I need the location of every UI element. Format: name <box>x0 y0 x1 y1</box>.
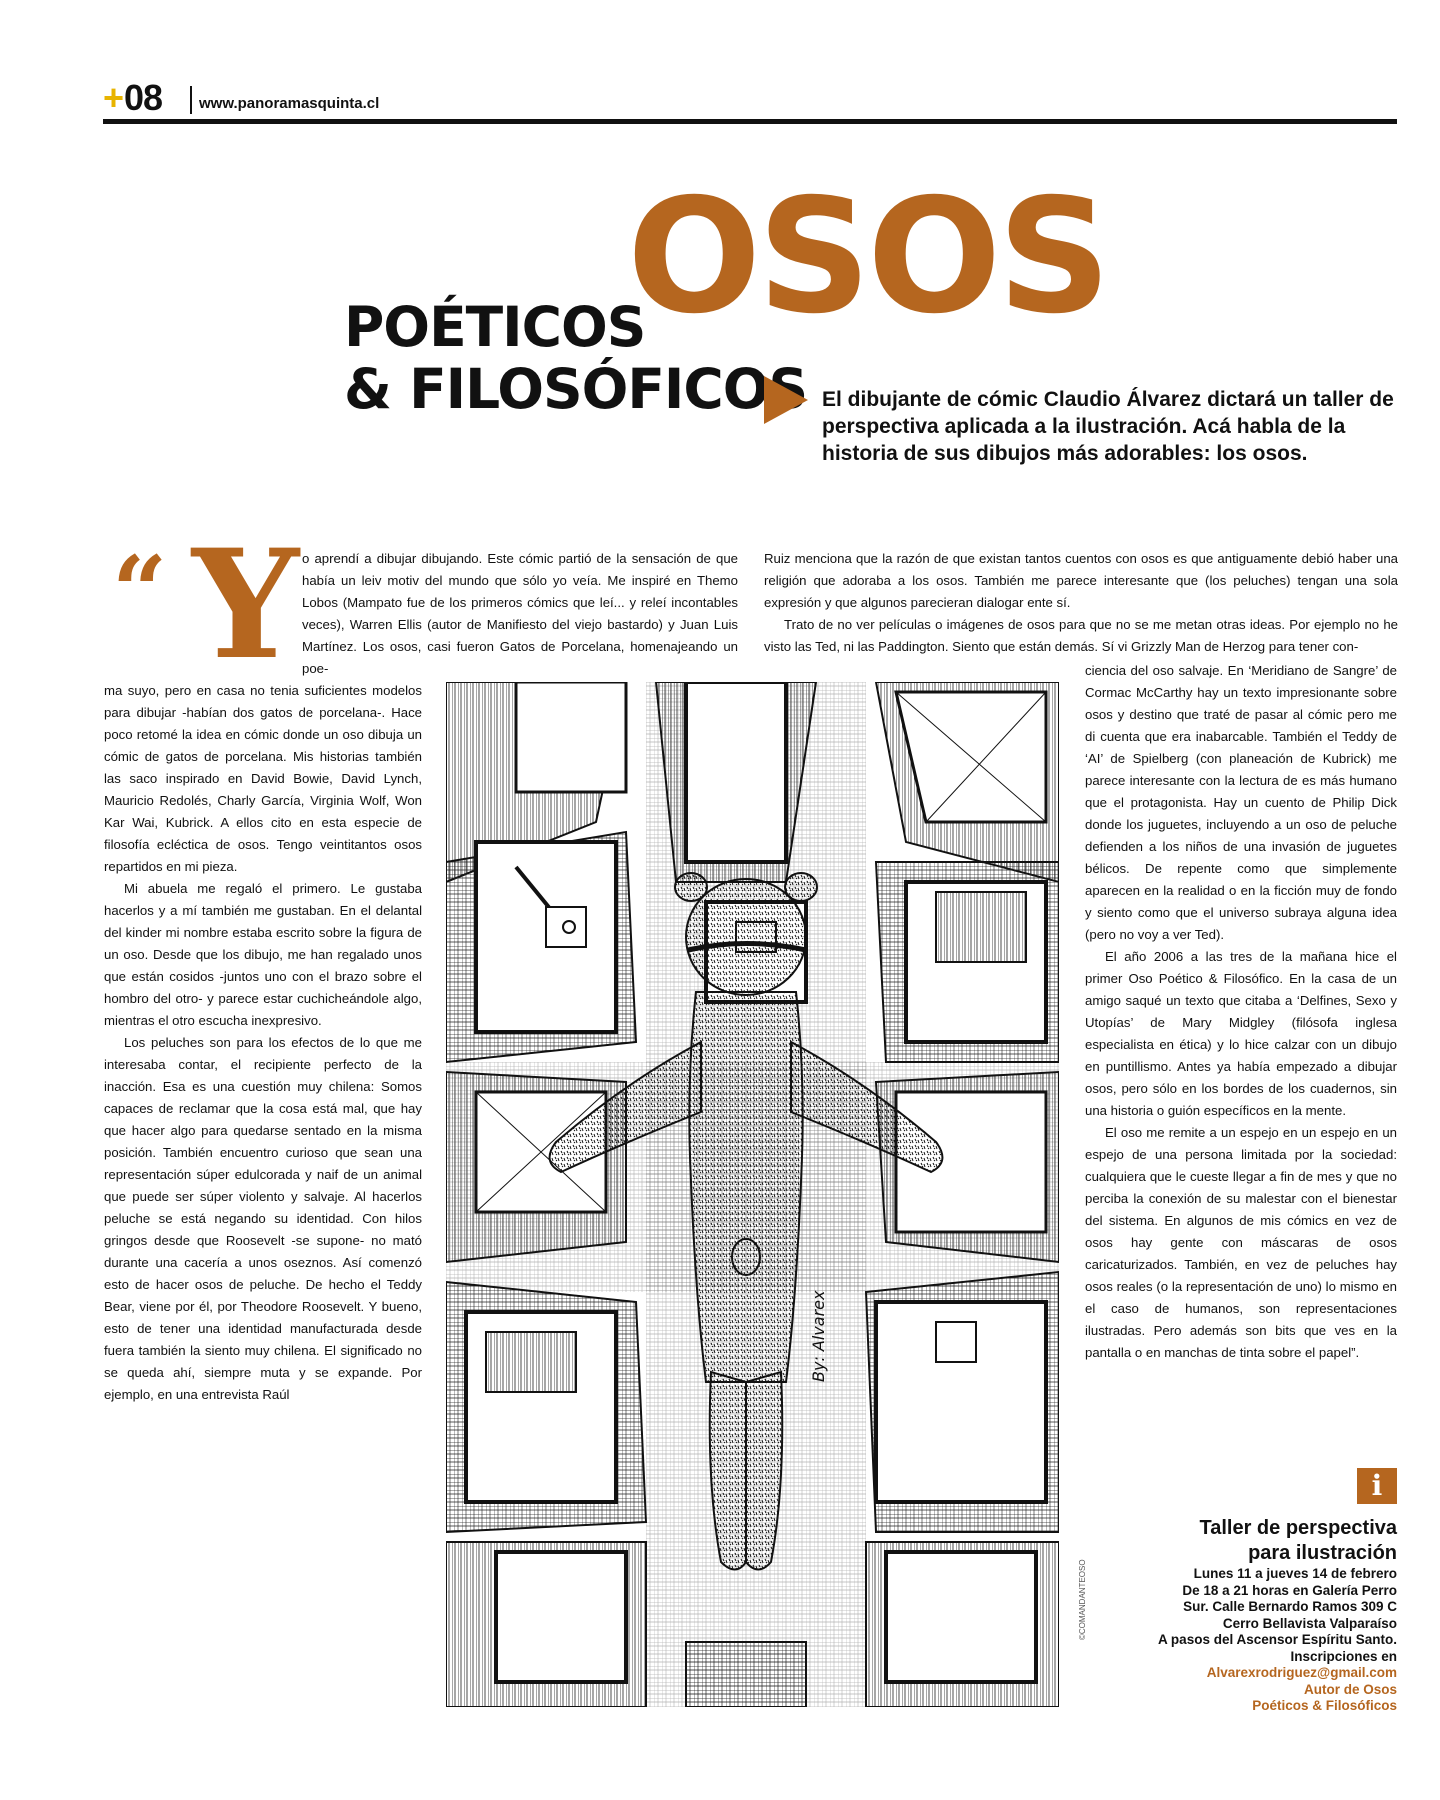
plus-sign: + <box>103 77 125 118</box>
info-line: Inscripciones en <box>1290 1648 1397 1664</box>
bear-city-illustration <box>446 682 1059 1707</box>
title-osos: OSOS <box>627 165 1108 349</box>
col3-paragraph-2: El año 2006 a las tres de la mañana hice el primer Oso Poético & Filosófico. En la casa de un amigo saqué un texto que citaba a ‘Delfines, Sexo y Utopías’ de Mary Midgley (filósofa inglesa especialista en ética) y lo hice calzar con un dibujo en puntillismo. Antes ya había empezado a dibujar osos, pero sólo en los bordes de los cuadernos, sin una historia o guión específicos en la mente. <box>1085 949 1397 1118</box>
info-line: Cerro Bellavista Valparaíso <box>1222 1615 1397 1631</box>
website-url: www.panoramasquinta.cl <box>199 95 380 112</box>
col1-intro-text: o aprendí a dibujar dibujando. Este cómic partió de la sensación de que había un leiv motiv del mundo que sólo yo veía. Me inspiré en Themo Lobos (Mampato fue de los primeros cómics que leí... y releí incontables veces), Warren Ellis (autor de Manifiesto del viejo bastardo) y Juan Luis Martínez. Los osos, casi fueron Gatos de Porcelana, homenajeando un poe- <box>302 551 738 676</box>
page-number: 08 <box>124 77 163 118</box>
info-email-link[interactable]: Alvarexrodriguez@gmail.com <box>1206 1665 1397 1680</box>
col1-paragraph-1: ma suyo, pero en casa no tenia suficientes modelos para dibujar -habían dos gatos de porcelana-. Hace poco retomé la idea en cómic donde un oso dibuja un cómic de gatos de porcelana. Mis historias también las saco inspirado en David Bowie, David Lynch, Mauricio Redolés, Charly García, Virginia Wolf, Won Kar Wai, Kubrick. A ellos cito en esta especie de filosofía ecléctica de osos. Tengo veintitantos osos repartidos en mi pieza. <box>104 683 422 874</box>
col1-paragraph-3: Los peluches son para los efectos de lo que me interesaba contar, el recipiente perfecto de la inacción. Esa es una cuestión muy chilena: Somos capaces de reclamar que la cosa está mal, que hay que hacer algo para quedarse sentado en la misma posición. También encuentro curioso que sean una representación súper edulcorada y naif de un animal que puede ser súper violento y salvaje. Al hacerlos peluche se está negando su identidad. Con hilos gringos desde que Roosevelt -se supone- no mató durante una cacería a unos oseznos. Así comenzó esto de hacer osos de peluche. De hecho el Teddy Bear, viene por él, por Theodore Roosevelt. Y bueno, esto de tener una identidad manufacturada desde fuera también la siento muy chilena. El significado no se queda ahí, siempre muta y se expande. Por ejemplo, en una entrevista Raúl <box>104 1035 422 1402</box>
col3-paragraph-1: ciencia del oso salvaje. En ‘Meridiano de Sangre’ de Cormac McCarthy hay un texto impresionante sobre osos y destino que traté de pasar al cómic pero me di cuenta que era inabarcable. También el Teddy de ‘AI’ de Spielberg (con planeación de Kubrick) me parece interesante con la lectura de es más humano que el protagonista. Hay un cuento de Philip Dick donde los juguetes, incluyendo a un oso de peluche defienden a los niños de una invasión de juguetes bélicos. De repente como que simplemente aparecen en la realidad o en la ficción muy de fondo y siento como que el universo subraya alguna idea (pero no voy a ver Ted). <box>1085 663 1397 942</box>
col2-paragraph-1: Ruiz menciona que la razón de que existan tantos cuentos con osos es que antiguamente debió haber una religión que adoraba a los osos. También me parece interesante que (los peluches) tengan una sola expresión y que algunos parecieran dialogar ente sí. <box>764 551 1398 610</box>
col1-intro <box>302 548 738 680</box>
lead-arrow-icon <box>764 376 808 424</box>
col3-paragraph-3: El oso me remite a un espejo en un espejo en un espejo de una persona limitada por la sociedad: cualquiera que le cueste llegar a fin de mes y que no perciba la conexión de su malestar con el bienestar del sistema. En algunos de mis cómics en vez de osos hay gente con máscaras de osos caricaturizados. También, en vez de peluches hay osos reales (o la representación de uno) lo mismo en el caso de humanos, son representaciones ilustradas. Pero además son bits que ves en la pantalla o en manchas de tinta sobre el papel”. <box>1085 1125 1397 1360</box>
title-filosoficos: & FILOSÓFICOS <box>344 357 808 421</box>
info-icon: i <box>1357 1468 1397 1504</box>
illustration-credit: ©COMANDANTEOSO <box>1078 1559 1087 1640</box>
info-line: Lunes 11 a jueves 14 de febrero <box>1193 1566 1397 1581</box>
col2-paragraph-2: Trato de no ver películas o imágenes de osos para que no se me metan otras ideas. Por ejemplo no he visto las Ted, ni las Paddington. Siento que están demás. Sí vi Grizzly Man de Herzog para tener con- <box>764 617 1398 654</box>
dropcap-letter: Y <box>192 517 300 693</box>
illustration-signature: By: Alvarex <box>809 1290 828 1382</box>
col3-body <box>1085 660 1397 1364</box>
title-poeticos: POÉTICOS <box>344 295 646 359</box>
info-author-1: Autor de Osos <box>1303 1681 1397 1697</box>
info-line: A pasos del Ascensor Espíritu Santo. <box>1157 1632 1397 1647</box>
info-line: Sur. Calle Bernardo Ramos 309 C <box>1183 1599 1397 1614</box>
info-box <box>1100 1516 1397 1715</box>
col2-top-text <box>764 548 1398 658</box>
info-line: De 18 a 21 horas en Galería Perro <box>1182 1582 1397 1598</box>
col1-paragraph-2: Mi abuela me regaló el primero. Le gustaba hacerlos y a mí también me gustaban. En el delantal del kinder mi nombre estaba escrito sobre la figura de un oso. Desde que los dibujo, me han regalado unos que están cosidos -juntos uno con el brazo sobre el hombro del otro- y parece estar cuchicheándole algo, mientras el otro escucha inexpresivo. <box>104 881 422 1028</box>
info-title-1: Taller de perspectiva <box>1199 1517 1397 1539</box>
col1-body <box>104 680 422 1406</box>
illustration-svg <box>446 682 1059 1707</box>
info-author-2: Poéticos & Filosóficos <box>1252 1698 1397 1713</box>
header-separator <box>190 86 192 114</box>
info-title-2: para ilustración <box>1248 1542 1397 1564</box>
lead-paragraph: El dibujante de cómic Claudio Álvarez dictará un taller de perspectiva aplicada a la ilustración. Acá habla de la historia de sus dibujos más adorables: los osos. <box>822 388 1394 465</box>
dropcap-quote: “ <box>112 535 168 648</box>
header-rule <box>103 119 1397 124</box>
